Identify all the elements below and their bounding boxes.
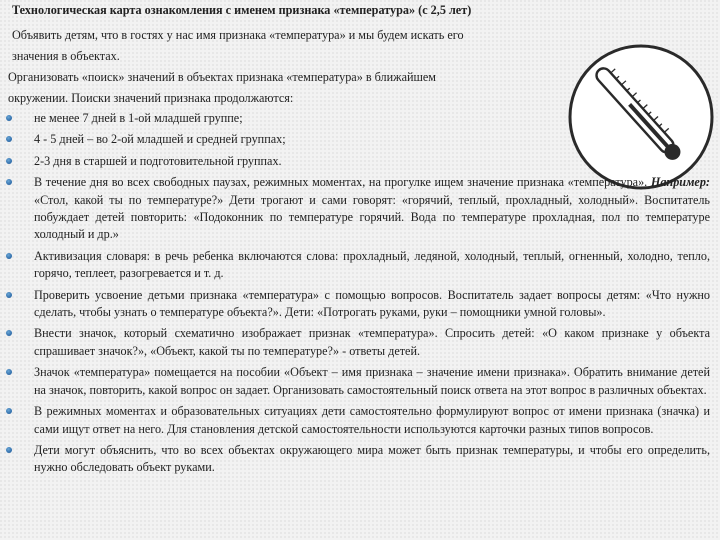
bullet-icon: [6, 330, 12, 336]
list-item: не менее 7 дней в 1-ой младшей группе;: [4, 110, 710, 127]
list-item: В течение дня во всех свободных паузах, режимных моментах, на прогулке ищем значение признака «температура». Например: «Стол, какой ты по температуре?» Дети трогают и сами говорят: «горячий, теплый, прохладный, холодный». Воспитатель побуждает детей повторить: «Подоконник по температуре горячий. Вода по температуре прохладная, пол по температуре холодный и др.»: [4, 174, 710, 244]
bullet-icon: [6, 408, 12, 414]
list-item: Дети могут объяснить, что во всех объектах окружающего мира может быть признак температуры, и чтобы его определить, нужно обследовать объект руками.: [4, 442, 710, 477]
list-item: 4 - 5 дней – во 2-ой младшей и средней группах;: [4, 131, 710, 148]
example-emphasis: Например:: [650, 175, 710, 190]
bullet-icon: [6, 158, 12, 164]
list-item: Активизация словаря: в речь ребенка включаются слова: прохладный, ледяной, холодный, теплый, огненный, холодно, тепло, горячо, теплеет, разогревается и т. д.: [4, 248, 710, 283]
bullet-icon: [6, 253, 12, 259]
bullet-icon: [6, 179, 12, 185]
page-title: Технологическая карта ознакомления с именем признака «температура» (с 2,5 лет): [12, 3, 472, 17]
list-item: Внести значок, который схематично изображает признак «температура». Спросить детей: «О каком признаке у объекта спрашивает значок?», «Объект, какой ты по температуре?» - ответы детей.: [4, 325, 710, 360]
intro-line-4: окружении. Поиски значений признака продолжаются:: [8, 91, 294, 105]
intro-line-3: Организовать «поиск» значений в объектах признака «температура» в ближайшем: [8, 70, 437, 84]
list-item: Значок «температура» помещается на пособии «Объект – имя признака – значение имени признака». Обратить внимание детей на значок, повторить, какой вопрос он задает. Организовать самостоятельный поиск ответа на этот вопрос в различных объектах.: [4, 364, 710, 399]
list-item: В режимных моментах и образовательных ситуациях дети самостоятельно формулируют вопрос от имени признака (значка) и сами ищут ответ на него. Для становления детской самостоятельности используются карточки разных типов вопросов.: [4, 403, 710, 438]
list-item: 2-3 дня в старшей и подготовительной группах.: [4, 153, 710, 170]
bullet-icon: [6, 115, 12, 121]
intro-line-2: значения в объектах.: [12, 49, 120, 63]
bullet-icon: [6, 369, 12, 375]
bullet-icon: [6, 447, 12, 453]
intro-line-1: Объявить детям, что в гостях у нас имя признака «температура» и мы будем искать его: [12, 28, 464, 42]
steps-list: [4, 110, 710, 477]
bullet-icon: [6, 292, 12, 298]
bullet-icon: [6, 136, 12, 142]
list-item: Проверить усвоение детьми признака «температура» с помощью вопросов. Воспитатель задает вопросы детям: «Что нужно сделать, чтобы узнать о температуре объекта?». Дети: «Потрогать руками, руки – помощники умной головы».: [4, 287, 710, 322]
